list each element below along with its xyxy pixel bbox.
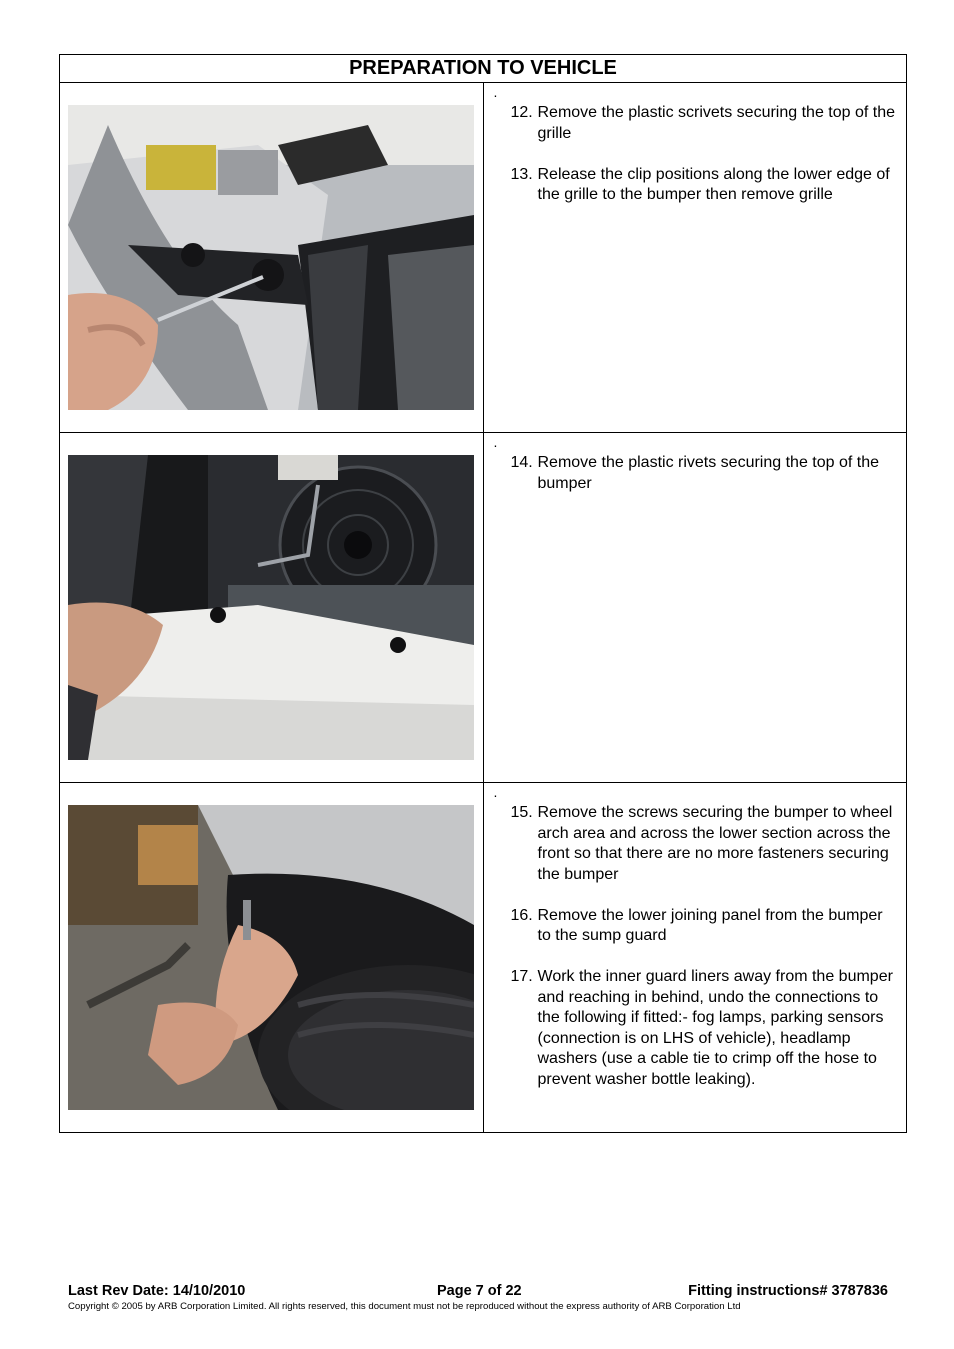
grille-scrivet-photo (68, 105, 474, 410)
step-number: 12. (510, 104, 533, 121)
step-item (511, 165, 899, 206)
step-number: 16. (510, 906, 533, 924)
wheel-arch-photo (68, 805, 474, 1110)
step-item (511, 967, 899, 1090)
fitting-instructions: Fitting instructions# 3787836 (688, 1283, 888, 1299)
row-marker: . (493, 434, 498, 450)
photo-cell (60, 783, 484, 1133)
footer-line (68, 1283, 898, 1301)
text-cell (483, 783, 907, 1133)
step-list (511, 453, 899, 515)
step-text: Remove the plastic scrivets securing the top of the grille (537, 104, 896, 142)
row-marker: . (493, 84, 498, 100)
step-number: 17. (510, 968, 533, 985)
section-title: PREPARATION TO VEHICLE (60, 55, 907, 83)
step-list (511, 103, 899, 226)
rev-date: Last Rev Date: 14/10/2010 (68, 1283, 246, 1299)
text-cell (483, 433, 907, 783)
copyright: Copyright © 2005 by ARB Corporation Limited. All rights reserved, this document must not be reproduced without the express authority of ARB Corporation Ltd (68, 1301, 741, 1312)
step-item (511, 803, 899, 885)
photo-cell (60, 83, 484, 433)
table-row (60, 83, 907, 433)
step-text: Release the clip positions along the lower edge of the grille to the bumper then remove grille (537, 165, 890, 203)
step-item (511, 906, 899, 947)
photo-cell (60, 433, 484, 783)
step-item (511, 103, 899, 144)
step-item (511, 453, 899, 494)
page-footer (68, 1283, 898, 1313)
step-number: 13. (510, 165, 533, 183)
page-number: Page 7 of 22 (437, 1283, 522, 1299)
step-text: Work the inner guard liners away from the bumper and reaching in behind, undo the connections to the following if fitted:- fog lamps, parking sensors (connection is on LHS of vehicle), headlamp washers (use a cable tie to crimp off the hose to prevent washer bottle leaking). (537, 968, 893, 1088)
step-number: 14. (510, 454, 533, 471)
step-text: Remove the screws securing the bumper to wheel arch area and across the lower section across the front so that there are no more fasteners securing the bumper (537, 804, 893, 883)
instructions-table (59, 54, 907, 1133)
table-row (60, 783, 907, 1133)
row-marker: . (493, 784, 498, 800)
table-row (60, 433, 907, 783)
step-text: Remove the plastic rivets securing the top of the bumper (537, 454, 880, 492)
bumper-rivet-photo (68, 455, 474, 760)
text-cell (483, 83, 907, 433)
step-number: 15. (510, 804, 533, 821)
step-text: Remove the lower joining panel from the bumper to the sump guard (537, 906, 883, 944)
step-list (511, 803, 899, 1111)
